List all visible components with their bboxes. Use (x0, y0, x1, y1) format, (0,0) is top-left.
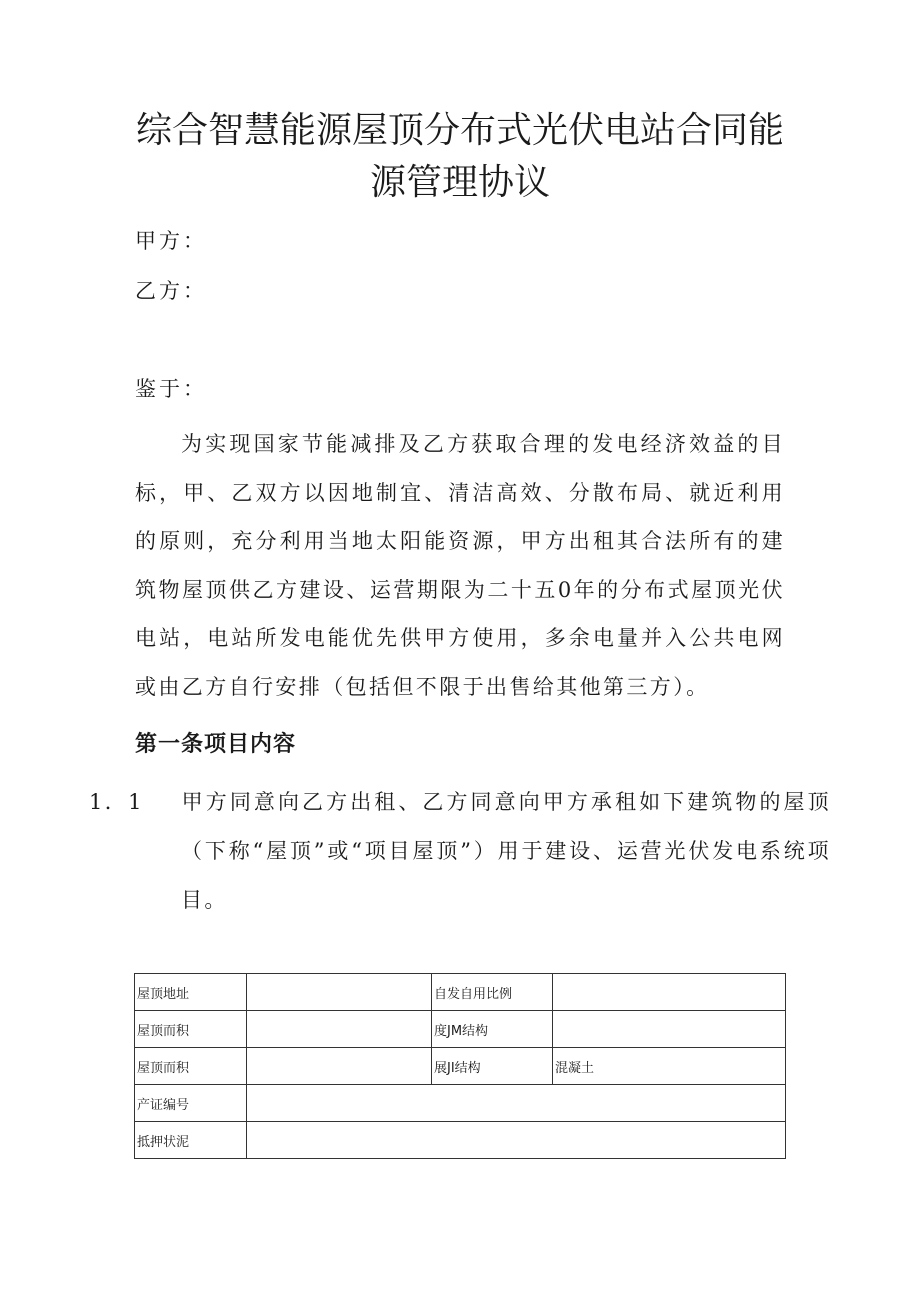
document-title (110, 105, 810, 209)
table-cell-value (553, 974, 786, 1011)
table-cell-value (553, 1011, 786, 1048)
clause-1-1 (89, 778, 831, 925)
table-cell-value (247, 1122, 786, 1159)
table-cell-label: 自发自用比例 (432, 974, 553, 1011)
table-cell-label: 展JI结构 (432, 1048, 553, 1085)
whereas-label: 鉴于： (135, 377, 207, 401)
party-a-label: 甲方： (135, 229, 207, 253)
table-cell-value: 混凝土 (553, 1048, 786, 1085)
table-cell-label: 屋顶而积 (135, 1011, 247, 1048)
table-cell-value (247, 1085, 786, 1122)
table-row (135, 1122, 786, 1159)
roof-info-table (134, 973, 786, 1159)
table-row (135, 1085, 786, 1122)
table-row (135, 974, 786, 1011)
table-cell-label: 产证编号 (135, 1085, 247, 1122)
table-cell-label: 度JM结构 (432, 1011, 553, 1048)
table-cell-label: 屋顶而积 (135, 1048, 247, 1085)
clause-text: 甲方同意向乙方出租、乙方同意向甲方承租如下建筑物的屋顶（下称“屋顶”或“项目屋顶”）用于建设、运营光伏发电系统项目。 (181, 790, 831, 912)
title-line-1: 综合智慧能源屋顶分布式光伏电站合同能 (135, 110, 784, 151)
intro-paragraph: 为实现国家节能减排及乙方获取合理的发电经济效益的目标，甲、乙双方以因地制宜、清洁高效、分散布局、就近利用的原则，充分利用当地太阳能资源，甲方出租其合法所有的建筑物屋顶供乙方建设、运营期限为二十五0年的分布式屋顶光伏电站，电站所发电能优先供甲方使用，多余电量并入公共电网或由乙方自行安排（包括但不限于出售给其他第三方）。 (135, 432, 785, 699)
table-row (135, 1048, 786, 1085)
table-cell-value (247, 1048, 432, 1085)
table-cell-label: 抵押状泥 (135, 1122, 247, 1159)
table-cell-value (247, 1011, 432, 1048)
title-line-2: 源管理协议 (369, 162, 550, 203)
clause-number: 1．1 (89, 790, 144, 814)
table-cell-label: 屋顶地址 (135, 974, 247, 1011)
article-1-heading: 第一条项目内容 (135, 732, 297, 757)
table-cell-value (247, 974, 432, 1011)
table-row (135, 1011, 786, 1048)
party-b-label: 乙方： (135, 279, 207, 303)
